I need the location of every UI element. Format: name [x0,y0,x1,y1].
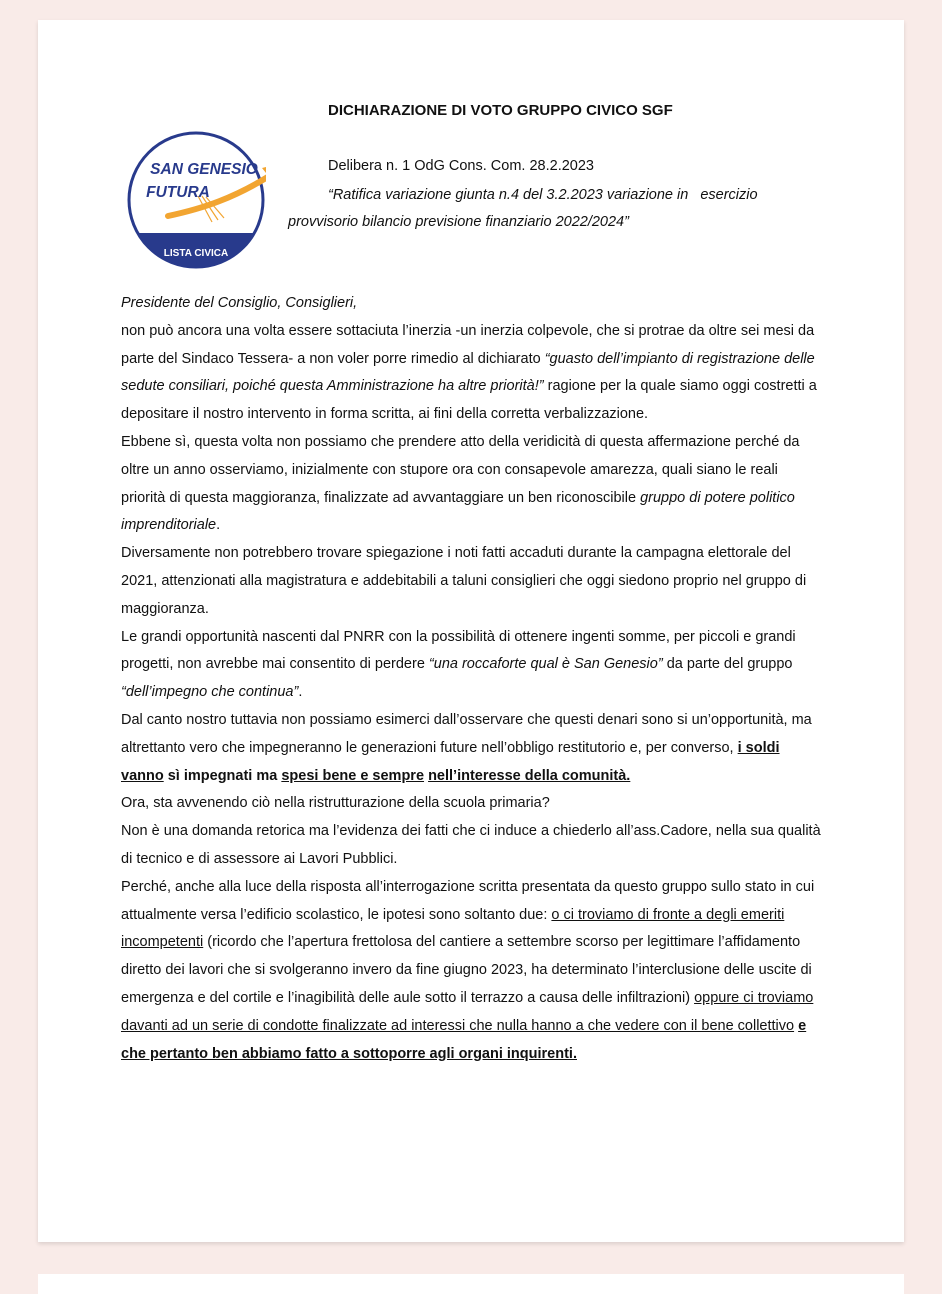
ratifica-line1-end: esercizio [700,187,758,203]
paragraph-3: Diversamente non potrebbero trovare spiegazione i noti fatti accaduti durante la campagna elettorale del 2021, attenzionati alla magistratura e addebitabili a taluni consiglieri che oggi siedono proprio nel gruppo di maggioranza. [121,545,807,617]
ratifica-line2: provvisorio bilancio previsione finanziario 2022/2024” [288,214,629,230]
paragraph-6: Ora, sta avvenendo ciò nella ristrutturazione della scuola primaria? [121,795,550,812]
document-page [38,20,904,1242]
greeting: Presidente del Consiglio, Consiglieri, [121,295,358,311]
p8-underlined-2: oppure ci troviamo davanti ad un serie di condotte finalizzate ad interessi che nulla hanno a che vedere con il bene collettivo [121,989,814,1034]
p4-text-mid: da parte del gruppo [662,656,793,673]
p8-text: Perché, anche alla luce della risposta all’interrogazione scritta presentata da questo gruppo sullo stato in cui attualmente versa l’edificio scolastico, le ipotesi sono soltanto due: [121,878,815,923]
p8-bold-end: e che pertanto ben abbiamo fatto a sottoporre agli organi inquirenti. [121,1017,807,1062]
paragraph-4 [121,624,821,707]
p5-bold-1: i soldi vanno [121,739,780,784]
p2-text: Ebbene sì, questa volta non possiamo che prendere atto della veridicità di questa affermazione perché da oltre un anno osserviamo, inizialmente con stupore ora con consapevole amarezza, quali siano le reali priorità di questa maggioranza, finalizzate ad avvantaggiare un ben riconoscibile [121,433,800,506]
san-genesio-futura-logo [126,130,266,270]
p4-quote-2: “dell’impegno che continua” [121,684,299,701]
logo-line1: SAN GENESIO [150,161,258,178]
delibera-reference: Delibera n. 1 OdG Cons. Com. 28.2.2023 [328,158,594,174]
paragraph-2 [121,429,821,540]
p5-text: Dal canto nostro tuttavia non possiamo esimerci dall’osservare che questi denari sono si un’opportunità, ma altrettanto vero che impegneranno le generazioni future nell’obbligo restitutorio e, per converso, [121,711,812,756]
p5-bold-3: spesi bene e sempre [281,767,425,784]
next-page-edge [38,1274,904,1294]
document-body [121,290,821,1068]
p4-quote-1: “una roccaforte qual è San Genesio” [428,656,663,673]
p4-end: . [298,684,303,701]
ratifica-subtitle [288,182,848,236]
document-title: DICHIARAZIONE DI VOTO GRUPPO CIVICO SGF [328,102,673,119]
p2-end: . [216,517,221,534]
paragraph-1 [121,318,821,429]
ratifica-line1: “Ratifica variazione giunta n.4 del 3.2.2023 variazione in [328,187,689,203]
p2-italic: gruppo di potere politico imprenditoriale [121,489,795,534]
logo-line2: FUTURA [146,184,210,201]
p1-quote: “guasto dell’impianto di registrazione delle sedute consiliari, poiché questa Amministrazione ha altre priorità!” [121,350,815,395]
paragraph-8 [121,874,821,1069]
p8-underlined-1: o ci troviamo di fronte a degli emeriti incompetenti [121,906,785,951]
paragraph-5 [121,707,821,790]
p1-text: non può ancora una volta essere sottaciuta l’inerzia -un inerzia colpevole, che si protrae da oltre sei mesi da parte del Sindaco Tessera- a non voler porre rimedio al dichiarato [121,322,815,367]
p5-bold-4: nell’interesse della comunità. [428,767,631,784]
paragraph-7: Non è una domanda retorica ma l’evidenza dei fatti che ci induce a chiederlo all’ass.Cadore, nella sua qualità di tecnico e di assessore ai Lavori Pubblici. [121,823,821,867]
p1-text-end: ragione per la quale siamo oggi costretti a depositare il nostro intervento in forma scritta, ai fini della corretta verbalizzazione. [121,378,817,423]
p5-bold-2: sì impegnati ma [163,767,282,784]
logo-band-text: LISTA CIVICA [163,248,229,259]
p4-text: Le grandi opportunità nascenti dal PNRR con la possibilità di ottenere ingenti somme, per piccoli e grandi progetti, non avrebbe mai consentito di perdere [121,628,796,673]
p8-parenthetical: (ricordo che l’apertura frettolosa del cantiere a settembre scorso per legittimare l’affidamento diretto dei lavori che si svolgeranno invero da fine giugno 2023, ha determinato l’interclusione delle uscite di emergenza e del cortile e l’inagibilità delle aule sotto il terrazzo a causa delle infiltrazioni) [121,934,812,1006]
